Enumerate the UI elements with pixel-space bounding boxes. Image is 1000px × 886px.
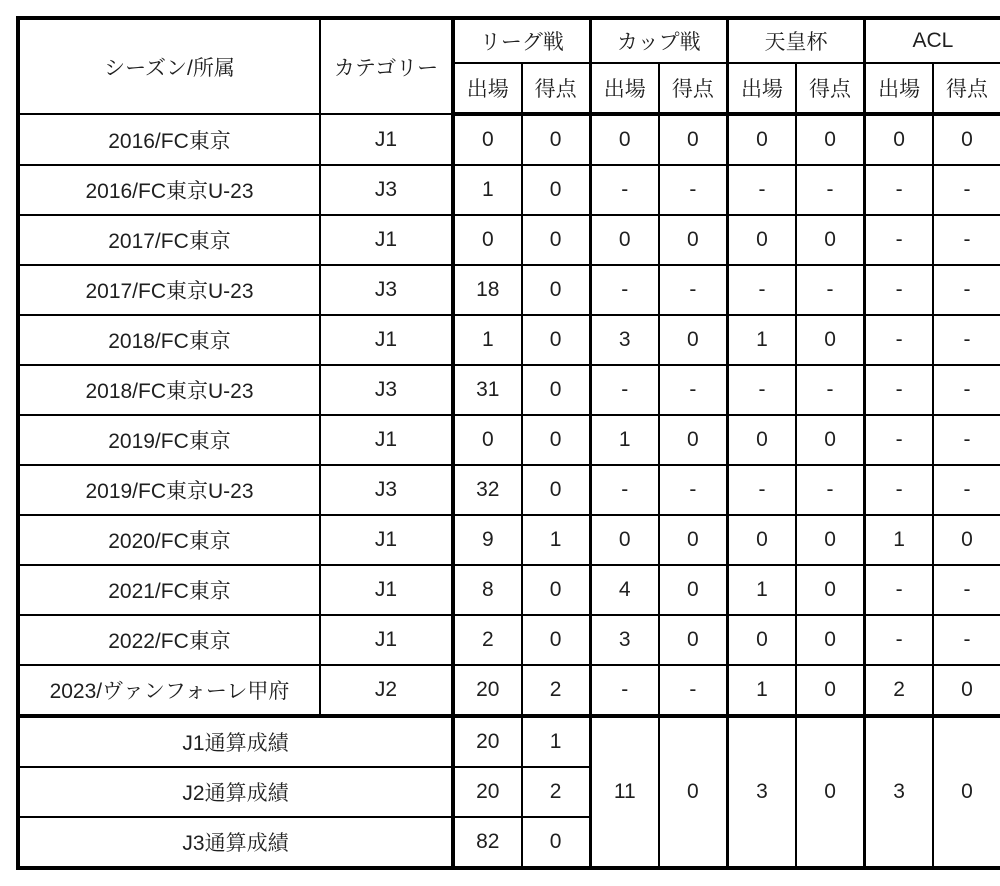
stat-cell: - <box>933 265 1000 315</box>
total-label-j2: J2通算成績 <box>18 767 453 817</box>
stat-cell: 0 <box>522 265 591 315</box>
stat-cell: 0 <box>659 415 728 465</box>
season-cell: 2017/FC東京 <box>18 215 320 265</box>
header-group-cup: カップ戦 <box>590 18 727 63</box>
stat-cell: 0 <box>796 565 865 615</box>
player-stats-table <box>16 16 1000 870</box>
table-row <box>18 265 1000 315</box>
stat-cell: - <box>865 615 934 665</box>
stat-cell: - <box>865 265 934 315</box>
stat-cell: - <box>796 165 865 215</box>
stat-cell: - <box>590 365 659 415</box>
stat-cell: 0 <box>727 114 796 165</box>
stat-cell: - <box>727 465 796 515</box>
total-emperors-apps: 3 <box>727 716 796 868</box>
subheader-emperors-goals: 得点 <box>796 63 865 114</box>
total-j1-apps: 20 <box>453 716 522 767</box>
stat-cell: 0 <box>659 515 728 565</box>
stat-cell: 0 <box>933 665 1000 716</box>
stat-cell: 0 <box>453 114 522 165</box>
stat-cell: 2 <box>865 665 934 716</box>
stat-cell: 0 <box>522 615 591 665</box>
stat-cell: - <box>865 165 934 215</box>
total-label-j3: J3通算成績 <box>18 817 453 868</box>
header-category: カテゴリー <box>320 18 453 114</box>
stat-cell: 0 <box>933 515 1000 565</box>
table-row <box>18 365 1000 415</box>
stat-cell: 0 <box>522 165 591 215</box>
subheader-cup-goals: 得点 <box>659 63 728 114</box>
season-cell: 2017/FC東京U-23 <box>18 265 320 315</box>
table-row <box>18 515 1000 565</box>
stat-cell: - <box>933 315 1000 365</box>
stat-cell: - <box>865 565 934 615</box>
category-cell: J1 <box>320 215 453 265</box>
stat-cell: - <box>865 315 934 365</box>
stat-cell: 3 <box>590 315 659 365</box>
season-cell: 2016/FC東京 <box>18 114 320 165</box>
season-cell: 2016/FC東京U-23 <box>18 165 320 215</box>
total-j1-goals: 1 <box>522 716 591 767</box>
stat-cell: 1 <box>727 665 796 716</box>
season-cell: 2018/FC東京U-23 <box>18 365 320 415</box>
total-label-j1: J1通算成績 <box>18 716 453 767</box>
subheader-emperors-apps: 出場 <box>727 63 796 114</box>
stat-cell: 0 <box>659 215 728 265</box>
stat-cell: - <box>659 165 728 215</box>
category-cell: J3 <box>320 365 453 415</box>
subheader-league-goals: 得点 <box>522 63 591 114</box>
stat-cell: 0 <box>796 315 865 365</box>
subheader-acl-goals: 得点 <box>933 63 1000 114</box>
category-cell: J3 <box>320 465 453 515</box>
stat-cell: 0 <box>933 114 1000 165</box>
stat-cell: 0 <box>590 114 659 165</box>
season-cell: 2020/FC東京 <box>18 515 320 565</box>
category-cell: J1 <box>320 615 453 665</box>
stat-cell: 0 <box>727 615 796 665</box>
stat-cell: - <box>590 165 659 215</box>
table-row <box>18 165 1000 215</box>
category-cell: J1 <box>320 415 453 465</box>
totals-row-j1 <box>18 716 1000 767</box>
stat-cell: - <box>933 465 1000 515</box>
stat-cell: - <box>796 265 865 315</box>
stat-cell: - <box>865 465 934 515</box>
stat-cell: - <box>590 665 659 716</box>
header-season-club: シーズン/所属 <box>18 18 320 114</box>
stat-cell: 0 <box>796 515 865 565</box>
table-body <box>18 114 1000 716</box>
stat-cell: - <box>590 265 659 315</box>
table-row <box>18 665 1000 716</box>
stat-cell: 0 <box>453 415 522 465</box>
stat-cell: 0 <box>522 415 591 465</box>
season-cell: 2021/FC東京 <box>18 565 320 615</box>
stat-cell: 0 <box>590 515 659 565</box>
stat-cell: 20 <box>453 665 522 716</box>
stat-cell: - <box>796 465 865 515</box>
stat-cell: 8 <box>453 565 522 615</box>
total-j3-goals: 0 <box>522 817 591 868</box>
stat-cell: 31 <box>453 365 522 415</box>
stat-cell: 0 <box>522 565 591 615</box>
header-group-acl: ACL <box>865 18 1000 63</box>
season-cell: 2019/FC東京U-23 <box>18 465 320 515</box>
total-cup-apps: 11 <box>590 716 659 868</box>
stat-cell: 0 <box>659 315 728 365</box>
stat-cell: 0 <box>865 114 934 165</box>
header-group-league: リーグ戦 <box>453 18 590 63</box>
season-cell: 2018/FC東京 <box>18 315 320 365</box>
stat-cell: - <box>727 265 796 315</box>
stat-cell: 0 <box>522 215 591 265</box>
table-row <box>18 215 1000 265</box>
stat-cell: 0 <box>727 415 796 465</box>
category-cell: J2 <box>320 665 453 716</box>
subheader-acl-apps: 出場 <box>865 63 934 114</box>
category-cell: J1 <box>320 114 453 165</box>
stat-cell: - <box>933 165 1000 215</box>
table-totals <box>18 716 1000 868</box>
table-row <box>18 315 1000 365</box>
total-j3-apps: 82 <box>453 817 522 868</box>
category-cell: J3 <box>320 265 453 315</box>
stat-cell: 0 <box>796 615 865 665</box>
stat-cell: 0 <box>522 365 591 415</box>
header-row-groups <box>18 18 1000 63</box>
category-cell: J1 <box>320 565 453 615</box>
stat-cell: 9 <box>453 515 522 565</box>
table-row <box>18 114 1000 165</box>
stat-cell: 4 <box>590 565 659 615</box>
table-row <box>18 415 1000 465</box>
category-cell: J3 <box>320 165 453 215</box>
total-acl-goals: 0 <box>933 716 1000 868</box>
stat-cell: 1 <box>727 315 796 365</box>
stat-cell: 18 <box>453 265 522 315</box>
stat-cell: 0 <box>522 114 591 165</box>
stat-cell: 0 <box>590 215 659 265</box>
total-j2-goals: 2 <box>522 767 591 817</box>
header-group-emperors-cup: 天皇杯 <box>727 18 864 63</box>
stat-cell: 0 <box>796 215 865 265</box>
table-row <box>18 465 1000 515</box>
subheader-cup-apps: 出場 <box>590 63 659 114</box>
stat-cell: - <box>933 365 1000 415</box>
stat-cell: 0 <box>659 114 728 165</box>
stat-cell: 0 <box>727 215 796 265</box>
stat-cell: - <box>727 365 796 415</box>
table-row <box>18 565 1000 615</box>
stat-cell: - <box>933 215 1000 265</box>
category-cell: J1 <box>320 515 453 565</box>
stat-cell: 0 <box>796 415 865 465</box>
season-cell: 2023/ヴァンフォーレ甲府 <box>18 665 320 716</box>
stat-cell: - <box>590 465 659 515</box>
table-header <box>18 18 1000 114</box>
stat-cell: 1 <box>453 165 522 215</box>
stat-cell: - <box>796 365 865 415</box>
stat-cell: - <box>659 265 728 315</box>
total-j2-apps: 20 <box>453 767 522 817</box>
stat-cell: - <box>865 365 934 415</box>
stat-cell: 1 <box>453 315 522 365</box>
stat-cell: 1 <box>522 515 591 565</box>
stat-cell: 0 <box>796 665 865 716</box>
stat-cell: 2 <box>453 615 522 665</box>
subheader-league-apps: 出場 <box>453 63 522 114</box>
stat-cell: 3 <box>590 615 659 665</box>
stat-cell: 1 <box>727 565 796 615</box>
stat-cell: 1 <box>590 415 659 465</box>
stat-cell: - <box>865 215 934 265</box>
total-emperors-goals: 0 <box>796 716 865 868</box>
stat-cell: - <box>659 465 728 515</box>
stat-cell: 0 <box>727 515 796 565</box>
stat-cell: - <box>933 415 1000 465</box>
season-cell: 2022/FC東京 <box>18 615 320 665</box>
stat-cell: 2 <box>522 665 591 716</box>
stat-cell: 1 <box>865 515 934 565</box>
stat-cell: - <box>659 365 728 415</box>
stat-cell: - <box>933 565 1000 615</box>
total-cup-goals: 0 <box>659 716 728 868</box>
stat-cell: 0 <box>522 465 591 515</box>
category-cell: J1 <box>320 315 453 365</box>
stat-cell: - <box>865 415 934 465</box>
stat-cell: 32 <box>453 465 522 515</box>
table-row <box>18 615 1000 665</box>
stat-cell: - <box>659 665 728 716</box>
stat-cell: 0 <box>453 215 522 265</box>
stat-cell: - <box>933 615 1000 665</box>
season-cell: 2019/FC東京 <box>18 415 320 465</box>
stat-cell: 0 <box>659 615 728 665</box>
stat-cell: 0 <box>522 315 591 365</box>
stat-cell: 0 <box>659 565 728 615</box>
stat-cell: - <box>727 165 796 215</box>
stat-cell: 0 <box>796 114 865 165</box>
total-acl-apps: 3 <box>865 716 934 868</box>
